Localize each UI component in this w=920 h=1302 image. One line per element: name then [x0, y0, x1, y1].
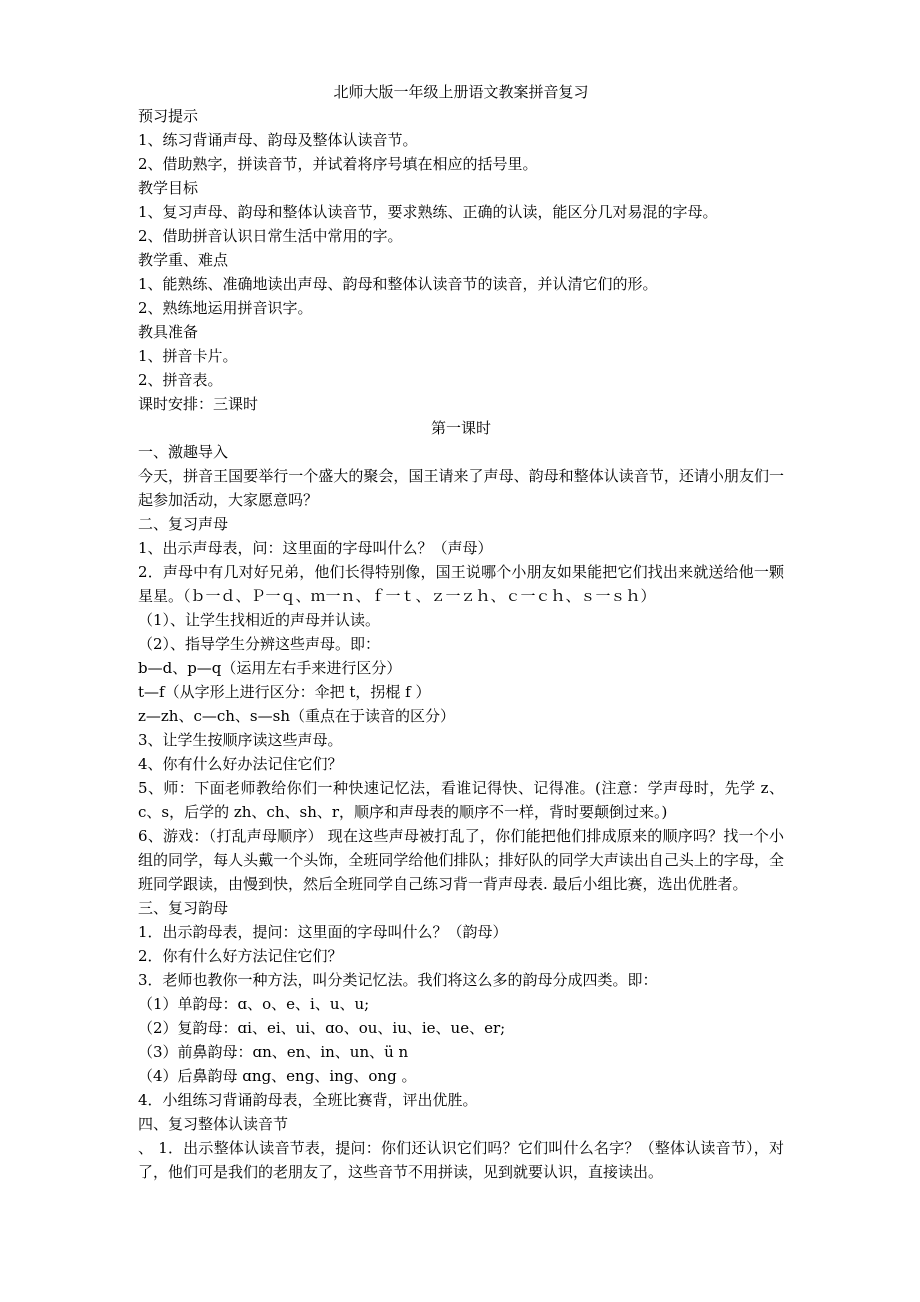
section-heading-initials: 二、复习声母: [138, 515, 229, 533]
finals-compound: （2）复韵母：ɑi、ei、ui、ɑo、ou、iu、ie、ue、er;: [138, 1019, 506, 1037]
finals-item-2: 2．你有什么好方法记住它们？: [138, 947, 343, 965]
section-heading-tools: 教具准备: [138, 323, 199, 341]
document-page: [138, 80, 784, 1184]
section-heading-intro: 一、激趣导入: [138, 443, 229, 461]
whole-syllables-item-1: 、 1．出示整体认读音节表，提问：你们还认识它们吗？它们叫什么名字？（整体认读音节），对了，他们可是我们的老朋友了，这些音节不用拼读，见到就要认识，直接读出。: [138, 1139, 784, 1181]
initials-pair-tf: t—f（从字形上进行区分：伞把 t，拐棍 f ）: [138, 683, 431, 701]
initials-item-3: 3、让学生按顺序读这些声母。: [138, 731, 343, 749]
initials-item-2: 2．声母中有几对好兄弟，他们长得特别像，国王说哪个小朋友如果能把它们找出来就送给他一颗星星。（ｂ一ｄ、Ｐ一ｑ、ｍ一ｎ、ｆ一ｔ、ｚ一ｚｈ、ｃ一ｃｈ、ｓ一ｓｈ）: [138, 563, 784, 605]
tool-item-2: 2、拼音表。: [138, 371, 223, 389]
lesson-title: 第一课时: [430, 419, 491, 437]
document-title: 北师大版一年级上册语文教案拼音复习: [333, 83, 589, 101]
initials-item-6: 6、游戏：（打乱声母顺序） 现在这些声母被打乱了，你们能把他们排成原来的顺序吗？找一个小组的同学，每人头戴一个头饰，全班同学给他们排队；排好队的同学大声读出自己头上的字母，全班同学跟读，由慢到快，然后全班同学自己练习背一背声母表. 最后小组比赛，选出优胜者。: [138, 827, 784, 893]
key-item-2: 2、熟练地运用拼音识字。: [138, 299, 313, 317]
finals-item-3: 3．老师也教你一种方法，叫分类记忆法。我们将这么多的韵母分成四类。即：: [138, 971, 658, 989]
section-heading-finals: 三、复习韵母: [138, 899, 229, 917]
section-heading-whole-syllables: 四、复习整体认读音节: [138, 1115, 289, 1133]
finals-item-1: 1．出示韵母表，提问：这里面的字母叫什么？（韵母）: [138, 923, 508, 941]
intro-paragraph: 今天，拼音王国要举行一个盛大的聚会，国王请来了声母、韵母和整体认读音节，还请小朋友们一起参加活动，大家愿意吗？: [138, 467, 784, 509]
initials-item-5: 5、师：下面老师教给你们一种快速记忆法，看谁记得快、记得准。(注意：学声母时，先学 z、c、s，后学的 zh、ch、sh、r，顺序和声母表的顺序不一样，背时要颠倒过来。): [138, 779, 784, 821]
schedule-text: 课时安排：三课时: [138, 395, 259, 413]
goal-item-2: 2、借助拼音认识日常生活中常用的字。: [138, 227, 403, 245]
tool-item-1: 1、拼音卡片。: [138, 347, 238, 365]
initials-pair-zh: z—zh、c—ch、s—sh（重点在于读音的区分）: [138, 707, 455, 725]
initials-pair-bd: b—d、p—q（运用左右手来进行区分）: [138, 659, 402, 677]
finals-item-4: 4．小组练习背诵韵母表，全班比赛背，评出优胜。: [138, 1091, 478, 1109]
preview-item-1: 1、练习背诵声母、韵母及整体认读音节。: [138, 131, 418, 149]
finals-back-nasal: （4）后鼻韵母 ɑng、eng、ing、ong 。: [138, 1067, 417, 1085]
section-heading-goals: 教学目标: [138, 179, 199, 197]
initials-item-4: 4、你有什么好办法记住它们？: [138, 755, 343, 773]
key-item-1: 1、能熟练、准确地读出声母、韵母和整体认读音节的读音，并认清它们的形。: [138, 275, 658, 293]
section-heading-preview: 预习提示: [138, 107, 199, 125]
section-heading-key-points: 教学重、难点: [138, 251, 229, 269]
finals-front-nasal: （3）前鼻韵母：ɑn、en、in、un、ü n: [138, 1043, 409, 1061]
goal-item-1: 1、复习声母、韵母和整体认读音节，要求熟练、正确的认读，能区分几对易混的字母。: [138, 203, 718, 221]
initials-item-2a: （1）、让学生找相近的声母并认读。: [138, 611, 381, 629]
initials-item-2b: （2）、指导学生分辨这些声母。即：: [138, 635, 381, 653]
preview-item-2: 2、借助熟字，拼读音节，并试着将序号填在相应的括号里。: [138, 155, 538, 173]
initials-item-1: 1、出示声母表，问：这里面的字母叫什么？（声母）: [138, 539, 493, 557]
finals-single: （1）单韵母：ɑ、o、e、i、u、u;: [138, 995, 370, 1013]
